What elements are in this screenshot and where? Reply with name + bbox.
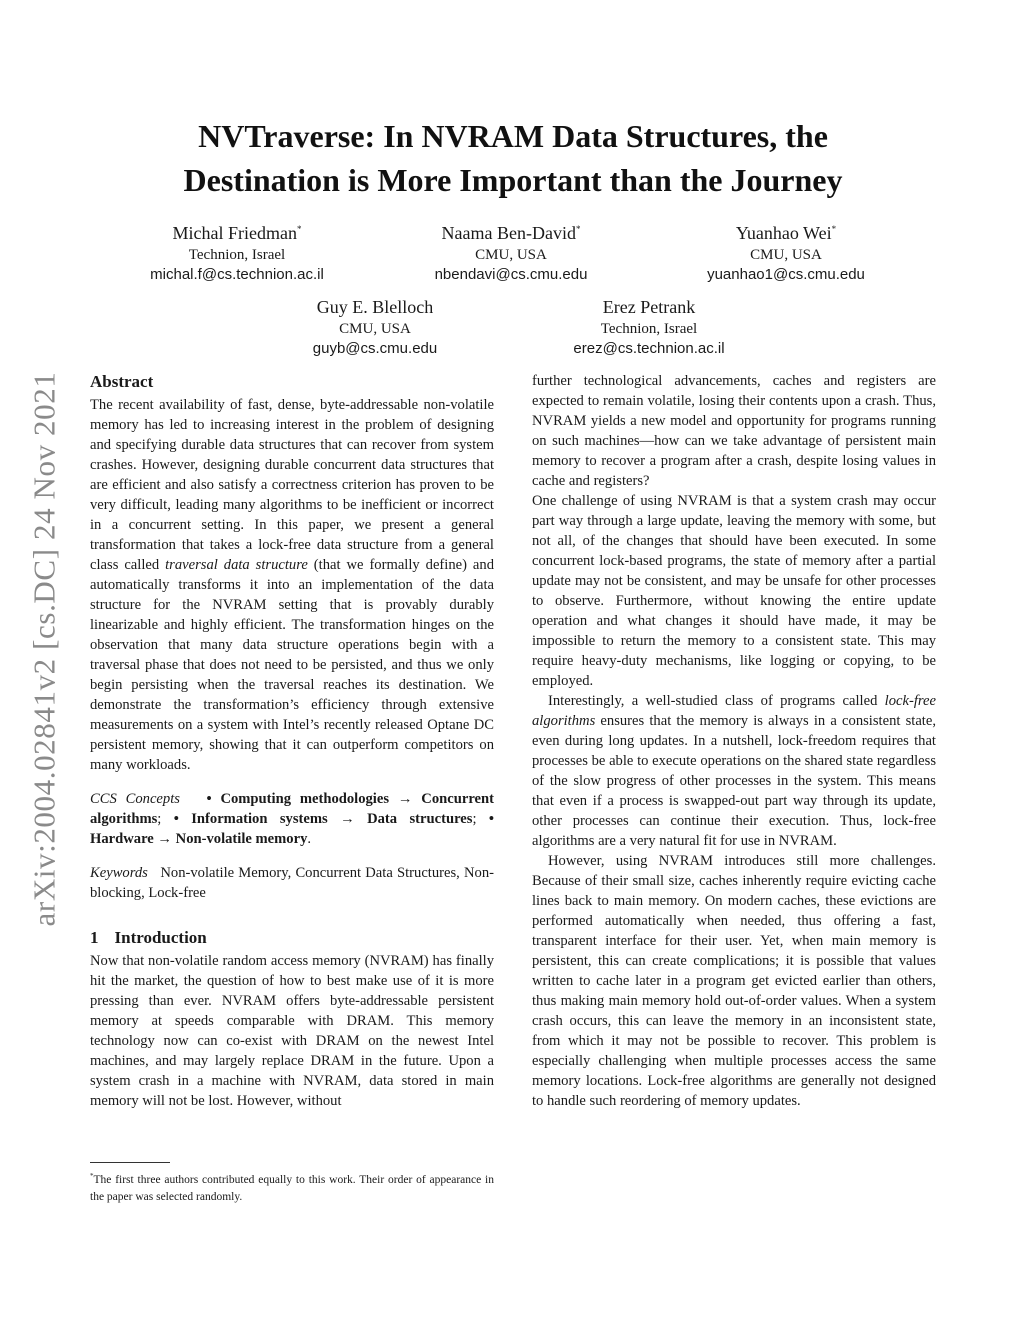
- footnote: [90, 1168, 494, 1206]
- paper-title: [90, 114, 936, 202]
- author-name: Michal Friedman*: [172, 223, 302, 243]
- author-block-3: [636, 217, 936, 285]
- footnote-mark: *: [90, 1172, 94, 1180]
- footnote-divider: [90, 1162, 170, 1163]
- footnote-text: The first three authors contributed equally to this work. Their order of appearance in the paper was selected randomly.: [90, 1173, 494, 1203]
- author-block-1: [87, 217, 387, 285]
- intro-paragraph-2: One challenge of using NVRAM is that a system crash may occur part way through a large update, leaving the memory with some, but not all, of the changes that should have been executed. In some concurrent lock-based programs, the state of memory after a partial update may not be consistent, and may be unsafe for other processes to observe. Furthermore, without knowing the entire update operation and what changes it should have made, it may be impossible to return the memory to a consistent state. This may require heavy-duty mechanisms, like logging or copying, to be employed.: [532, 493, 936, 689]
- abstract-text: The recent availability of fast, dense, byte-addressable non-volatile memory has led to increasing interest in the problem of designing and specifying durable data structures that can recover from system crashes. However, designing durable concurrent data structures that are efficient and also satisfy a correctness criterion has proven to be very difficult, leading many algorithms to be inefficient or incorrect in a concurrent setting. In this paper, we present a general transformation that takes a lock-free data structure from a general class called traversal data structure (that we formally define) and automatically transforms it into an implementation of the data structure for the NVRAM setting that is provably durably linearizable and highly efficient. The transformation hinges on the observation that many data structure operations begin with a traversal phase that does not need to be persisted, and thus we only begin persisting when the traversal reaches its destination. We demonstrate the transformation’s efficiency through extensive measurements on a system with Intel’s recently released Optane DC persistent memory, showing that it can outperform competitors on many workloads.: [90, 397, 494, 773]
- author-affiliation: Technion, Israel: [600, 321, 698, 337]
- intro-paragraph-3: Interestingly, a well-studied class of programs called lock-free algorithms ensures that the memory is always in a consistent state, even during long updates. In a nutshell, lock-freedom requires that processes be able to execute operations on the shared state regardless of the slow progress of other processes in the system. This means that even if a process is swapped-out part way through its update, other processes can continue their execution. Thus, lock-free algorithms are a very natural fit for use in NVRAM.: [532, 693, 936, 849]
- author-affiliation: Technion, Israel: [188, 247, 286, 263]
- ccs-item-2: • Information systems → Data structures: [173, 811, 473, 827]
- author-affiliation: CMU, USA: [750, 247, 822, 263]
- abstract-heading: Abstract: [90, 372, 154, 391]
- author-name: Naama Ben-David*: [441, 223, 581, 243]
- author-email[interactable]: yuanhao1@cs.cmu.edu: [707, 266, 865, 283]
- author-email[interactable]: nbendavi@cs.cmu.edu: [434, 266, 588, 283]
- keywords-label: Keywords: [90, 865, 148, 881]
- left-column: [90, 369, 494, 1111]
- author-email[interactable]: guyb@cs.cmu.edu: [312, 340, 438, 357]
- abstract-emphasis: traversal data structure: [165, 557, 308, 573]
- title-line-2: Destination is More Important than the Journey: [183, 162, 843, 198]
- intro-paragraph-4: However, using NVRAM introduces still more challenges. Because of their small size, caches inherently require evicting cache lines back to main memory. On modern caches, these evictions are performed automatically when needed, thus offering a fast, transparent interface for their user. Yet, when main memory is persistent, this can create complications; it is possible that values written to cache later in a program get evicted earlier than others, thus making main memory hold out-of-order values. When a system crash occurs, this can leave the memory in an inconsistent state, from which it may not be possible to recover. This problem is especially challenging when multiple processes access the same memory locations. Lock-free algorithms are generally not designed to handle such reordering of memory updates.: [532, 853, 936, 1109]
- author-name: Guy E. Blelloch: [316, 297, 434, 317]
- keywords: [90, 863, 494, 903]
- title-line-1: NVTraverse: In NVRAM Data Structures, the: [198, 118, 828, 154]
- right-column: [532, 371, 936, 1111]
- ccs-item-1: • Computing methodologies → Concurrent algorithms: [90, 791, 494, 827]
- equal-contribution-mark: *: [831, 224, 837, 234]
- ccs-item-3: • Hardware → Non-volatile memory: [90, 811, 494, 847]
- section-number: 1: [90, 928, 99, 947]
- equal-contribution-mark: *: [575, 224, 581, 234]
- section-title: Introduction: [114, 928, 207, 947]
- arxiv-identifier-text: arXiv:2004.02841v2 [cs.DC] 24 Nov 2021: [26, 371, 62, 927]
- author-name: Erez Petrank: [602, 297, 696, 317]
- intro-paragraph-1-continued: further technological advancements, caches and registers are expected to remain volatile, losing their contents upon a crash. Thus, NVRAM yields a new model and opportunity for programs running on such machines—how can we take advantage of persistent main memory to recover a program after a crash, despite losing values in cache and registers?: [532, 373, 936, 489]
- lock-free-emphasis: lock-free algorithms: [532, 693, 936, 729]
- keywords-text: Non-volatile Memory, Concurrent Data Structures, Non-blocking, Lock-free: [90, 865, 494, 901]
- ccs-label: CCS Concepts: [90, 791, 180, 807]
- equal-contribution-mark: *: [296, 224, 302, 234]
- author-affiliation: CMU, USA: [339, 321, 411, 337]
- arxiv-identifier-stamp: [22, 354, 66, 944]
- author-block-5: [499, 295, 799, 359]
- author-block-2: [361, 217, 661, 285]
- ccs-concepts: CCS Concepts • Computing methodologies → Concurrent algorithms; • Information systems → Data structures; • Hardware → Non-volatile memory.: [90, 791, 494, 847]
- author-email[interactable]: michal.f@cs.technion.ac.il: [150, 266, 324, 283]
- author-name: Yuanhao Wei*: [735, 223, 837, 243]
- intro-paragraph-1: Now that non-volatile random access memory (NVRAM) has finally hit the market, the question of how to best make use of it is more pressing than ever. NVRAM offers byte-addressable persistent memory at speeds comparable with DRAM. This memory technology now can co-exist with DRAM on the newest Intel machines, and may largely replace DRAM in the future. Upon a system crash in a machine with NVRAM, data stored in main memory will not be lost. However, without: [90, 953, 494, 1109]
- author-affiliation: CMU, USA: [475, 247, 547, 263]
- author-email[interactable]: erez@cs.technion.ac.il: [573, 340, 725, 357]
- author-block-4: [225, 295, 525, 359]
- introduction-heading: [90, 925, 494, 951]
